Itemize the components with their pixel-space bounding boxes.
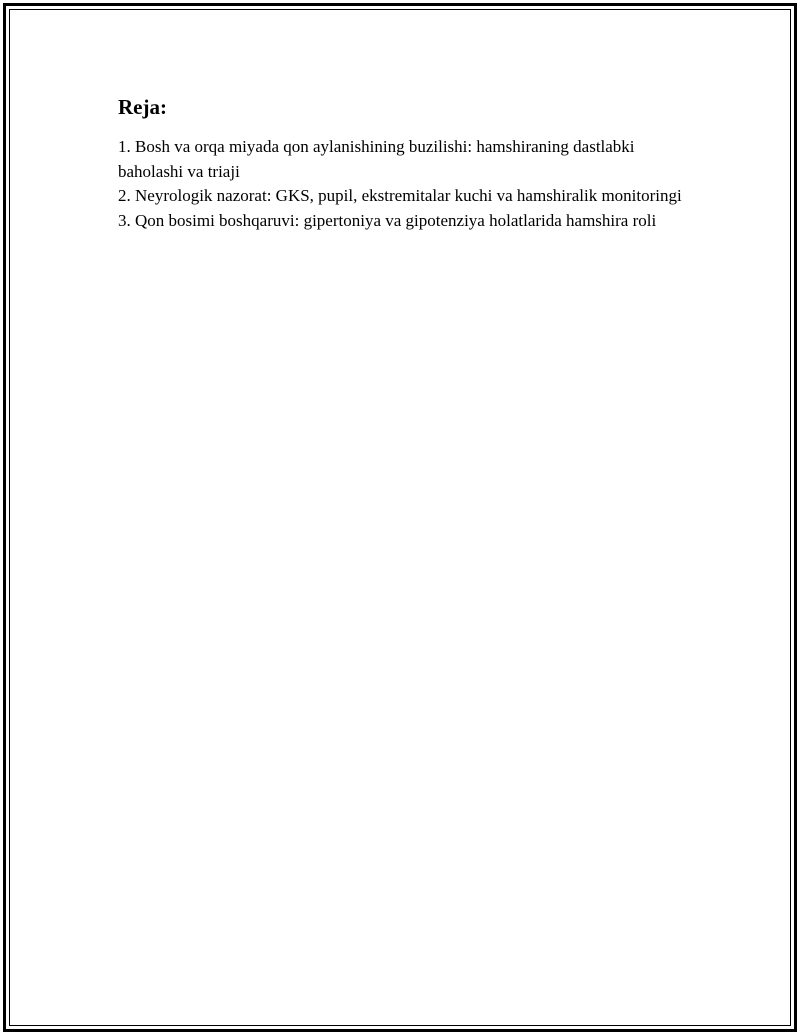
plan-item-1: 1. Bosh va orqa miyada qon aylanishining buzilishi: hamshiraning dastlabki baholashi va triaji: [118, 137, 635, 181]
document-title: Reja:: [118, 95, 167, 119]
document-body: [118, 94, 688, 233]
plan-item-3: 3. Qon bosimi boshqaruvi: gipertoniya va gipotenziya holatlarida hamshira roli: [118, 210, 657, 230]
plan-item-2: 2. Neyrologik nazorat: GKS, pupil, ekstremitalar kuchi va hamshiralik monitoringi: [118, 186, 682, 205]
plan-list: [118, 135, 688, 233]
